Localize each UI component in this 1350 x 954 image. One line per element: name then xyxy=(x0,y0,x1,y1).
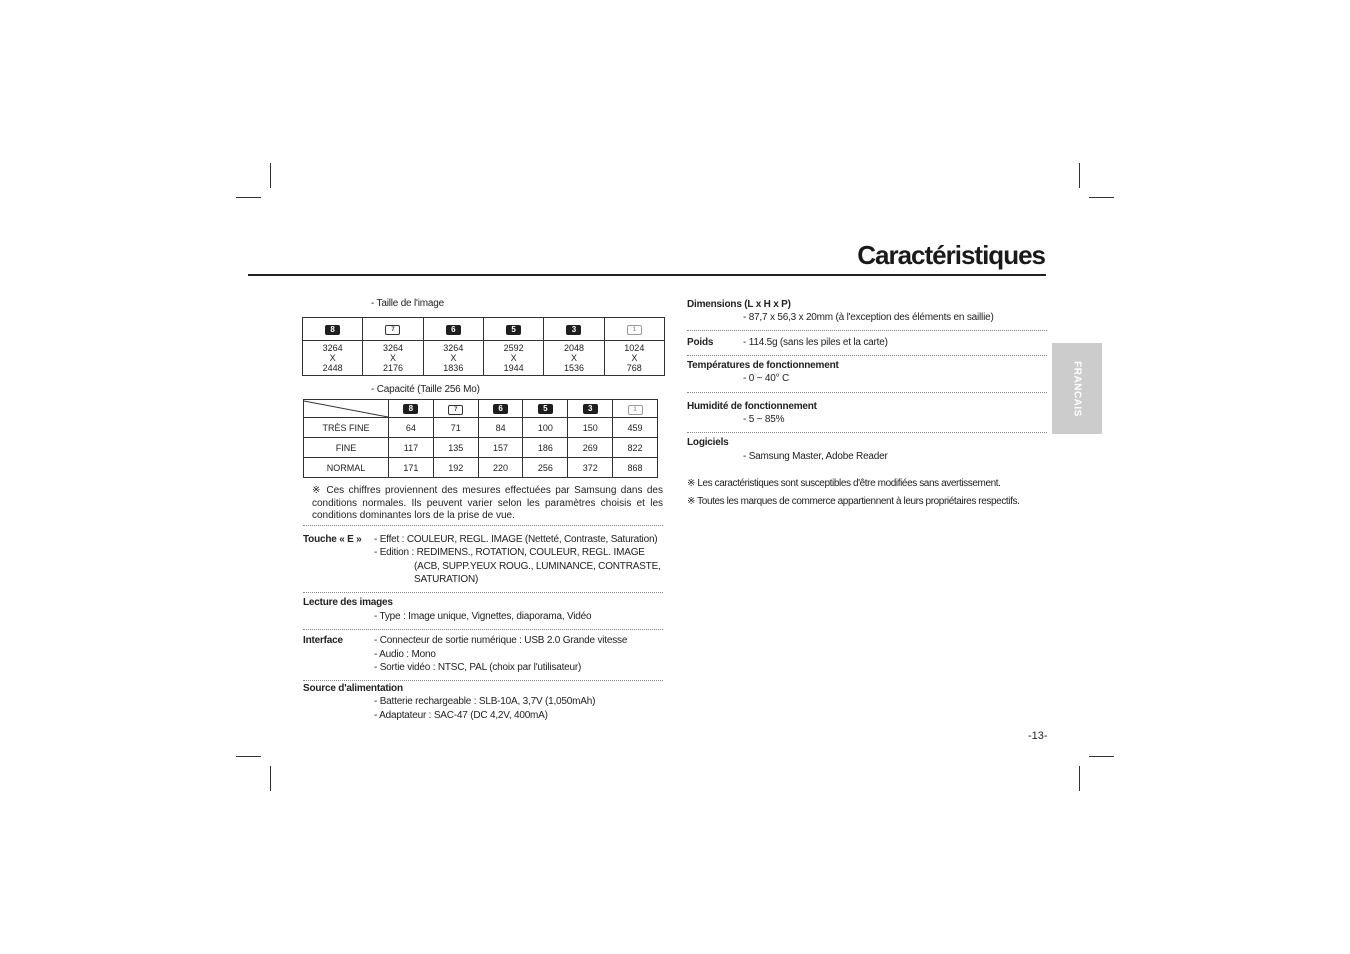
table-cell: 372 xyxy=(568,458,613,478)
size-icon-cell xyxy=(363,318,423,341)
crop-mark xyxy=(236,756,261,757)
note-trademarks: ※ Toutes les marques de commerce appartiennent à leurs propriétaires respectifs. xyxy=(687,496,1020,507)
size-8m-icon: 8 xyxy=(403,404,418,414)
interface-label: Interface xyxy=(303,635,343,646)
size-3m-icon: 3 xyxy=(583,404,598,414)
size-icon-cell xyxy=(483,318,543,341)
logiciels-label: Logiciels xyxy=(687,437,729,448)
table-row xyxy=(304,458,658,478)
touche-line4: SATURATION) xyxy=(414,574,479,585)
divider xyxy=(303,525,663,526)
temperatures-label: Températures de fonctionnement xyxy=(687,360,839,371)
capacity-label: - Capacité (Taille 256 Mo) xyxy=(371,384,480,395)
crop-mark xyxy=(236,197,261,198)
row-label: NORMAL xyxy=(304,458,389,478)
interface-line2: - Audio : Mono xyxy=(374,649,436,660)
crop-mark xyxy=(1089,756,1114,757)
capacity-icon-cell xyxy=(613,400,658,418)
row-label: TRÈS FINE xyxy=(304,418,389,438)
crop-mark xyxy=(1089,197,1114,198)
table-cell: 186 xyxy=(523,438,568,458)
table-cell: 117 xyxy=(389,438,434,458)
dimensions-label: Dimensions (L x H x P) xyxy=(687,299,791,310)
size-6m-icon: 6 xyxy=(446,325,461,335)
touche-line1: - Effet : COULEUR, REGL. IMAGE (Netteté, Contraste, Saturation) xyxy=(374,534,658,545)
crop-mark xyxy=(270,163,271,188)
image-size-label: - Taille de l'image xyxy=(371,298,444,309)
temperatures-line1: - 0 ~ 40° C xyxy=(743,373,789,384)
humidite-label: Humidité de fonctionnement xyxy=(687,401,817,412)
logiciels-line1: - Samsung Master, Adobe Reader xyxy=(743,451,888,462)
size-cell: 2048 X 1536 xyxy=(544,341,604,376)
divider xyxy=(687,432,1047,433)
size-cell: 2592 X 1944 xyxy=(483,341,543,376)
humidite-line1: - 5 ~ 85% xyxy=(743,414,785,425)
size-cell: 1024 X 768 xyxy=(604,341,664,376)
size-6m-icon: 6 xyxy=(493,404,508,414)
capacity-icon-cell xyxy=(433,400,478,418)
poids-line1: - 114.5g (sans les piles et la carte) xyxy=(743,337,888,348)
size-icon-cell xyxy=(604,318,664,341)
divider xyxy=(303,629,663,630)
size-icon-cell xyxy=(303,318,363,341)
capacity-icon-cell xyxy=(568,400,613,418)
crop-mark xyxy=(1079,163,1080,188)
size-1m-icon: 1 xyxy=(627,325,642,335)
table-row xyxy=(304,418,658,438)
size-7m-icon: 7 xyxy=(385,325,400,335)
source-line2: - Adaptateur : SAC-47 (DC 4,2V, 400mA) xyxy=(374,710,548,721)
table-cell: 269 xyxy=(568,438,613,458)
capacity-icon-cell xyxy=(523,400,568,418)
divider xyxy=(303,680,663,681)
table-cell: 192 xyxy=(433,458,478,478)
table-cell: 256 xyxy=(523,458,568,478)
table-cell: 84 xyxy=(478,418,523,438)
table-cell: 459 xyxy=(613,418,658,438)
page-title: Caractéristiques xyxy=(857,240,1045,270)
lecture-label: Lecture des images xyxy=(303,597,393,608)
table-cell: 150 xyxy=(568,418,613,438)
size-3m-icon: 3 xyxy=(566,325,581,335)
dimensions-line1: - 87,7 x 56,3 x 20mm (à l'exception des éléments en saillie) xyxy=(743,312,994,323)
size-1m-icon: 1 xyxy=(628,405,643,415)
divider xyxy=(303,592,663,593)
capacity-table xyxy=(303,399,658,478)
touche-line2: - Edition : REDIMENS., ROTATION, COULEUR, REGL. IMAGE xyxy=(374,547,645,558)
note-modifications: ※ Les caractéristiques sont susceptibles d'être modifiées sans avertissement. xyxy=(687,478,1001,489)
table-cell: 135 xyxy=(433,438,478,458)
page-number: -13- xyxy=(1028,730,1048,742)
size-cell: 3264 X 2448 xyxy=(303,341,363,376)
diagonal-header-cell xyxy=(304,400,389,418)
table-cell: 822 xyxy=(613,438,658,458)
table-cell: 220 xyxy=(478,458,523,478)
table-cell: 171 xyxy=(389,458,434,478)
table-cell: 64 xyxy=(389,418,434,438)
size-5m-icon: 5 xyxy=(506,325,521,335)
table-cell: 868 xyxy=(613,458,658,478)
source-label: Source d'alimentation xyxy=(303,683,403,694)
crop-mark xyxy=(1079,766,1080,791)
divider xyxy=(687,392,1047,393)
size-8m-icon: 8 xyxy=(325,325,340,335)
size-7m-icon: 7 xyxy=(448,405,463,415)
image-size-table xyxy=(302,317,665,376)
interface-line1: - Connecteur de sortie numérique : USB 2.0 Grande vitesse xyxy=(374,635,628,646)
row-label: FINE xyxy=(304,438,389,458)
capacity-icon-cell xyxy=(389,400,434,418)
size-icon-cell xyxy=(544,318,604,341)
table-cell: 157 xyxy=(478,438,523,458)
table-cell: 100 xyxy=(523,418,568,438)
poids-label: Poids xyxy=(687,337,714,348)
crop-mark xyxy=(270,766,271,791)
capacity-note: ※ Ces chiffres proviennent des mesures effectuées par Samsung dans des conditions normales. Ils peuvent varier selon les paramètres choisis et les conditions dominantes lors de la prise de vue. xyxy=(312,485,663,521)
table-cell: 71 xyxy=(433,418,478,438)
touche-line3: (ACB, SUPP.YEUX ROUG., LUMINANCE, CONTRASTE, xyxy=(414,561,661,572)
table-row xyxy=(304,438,658,458)
language-tab-label: FRANCAIS xyxy=(1071,360,1083,417)
divider xyxy=(687,355,1047,356)
touche-label: Touche « E » xyxy=(303,534,362,545)
size-cell: 3264 X 2176 xyxy=(363,341,423,376)
size-5m-icon: 5 xyxy=(538,404,553,414)
divider xyxy=(687,330,1047,331)
size-cell: 3264 X 1836 xyxy=(423,341,483,376)
language-tab xyxy=(1052,343,1102,434)
source-line1: - Batterie rechargeable : SLB-10A, 3,7V (1,050mAh) xyxy=(374,696,596,707)
diagonal-line xyxy=(304,400,388,418)
size-icon-cell xyxy=(423,318,483,341)
capacity-icon-cell xyxy=(478,400,523,418)
lecture-line1: - Type : Image unique, Vignettes, diaporama, Vidéo xyxy=(374,611,592,622)
title-rule xyxy=(248,274,1046,276)
interface-line3: - Sortie vidéo : NTSC, PAL (choix par l'utilisateur) xyxy=(374,662,582,673)
